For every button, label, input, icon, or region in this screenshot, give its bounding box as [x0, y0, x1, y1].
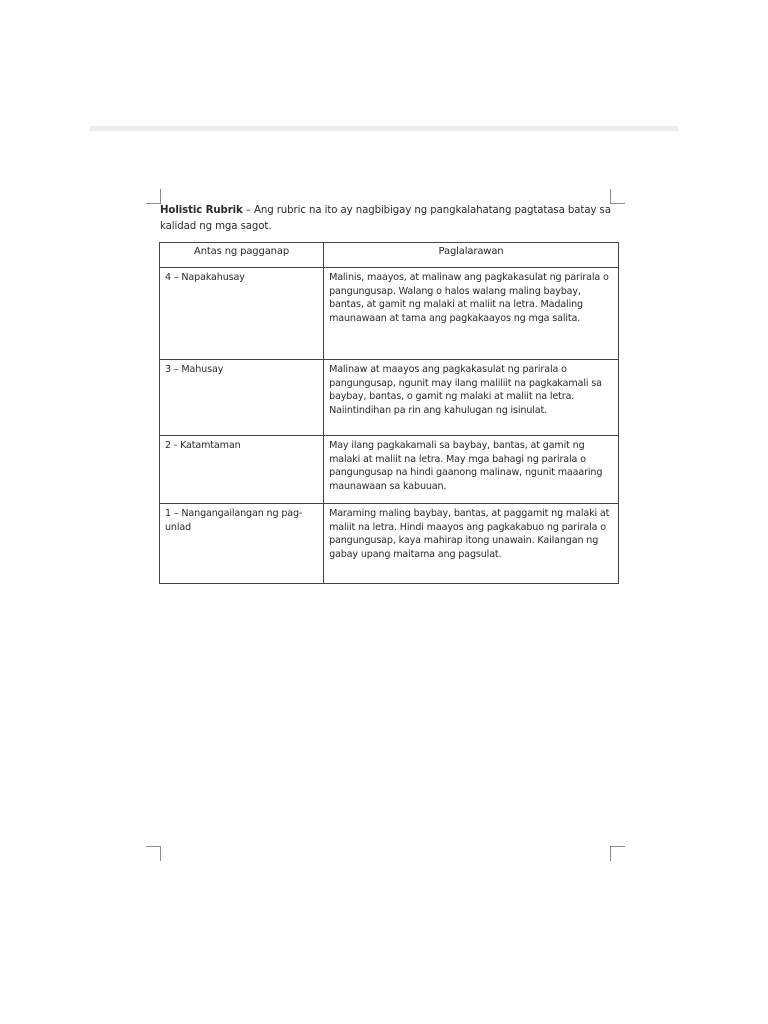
header-description: Paglalarawan	[324, 243, 619, 268]
row-description: May ilang pagkakamali sa baybay, bantas, at gamit ng malaki at maliit na letra. May mga bahagi ng parirala o pangungusap na hindi gaanong malinaw, ngunit maaaring maunawaan sa kabuuan.	[324, 436, 619, 504]
rubric-intro-text: – Ang rubric na ito ay nagbibigay ng pangkalahatang pagtatasa batay sa kalidad ng mga sagot.	[160, 205, 611, 232]
table-row	[160, 360, 619, 436]
row-description: Malinaw at maayos ang pagkakasulat ng parirala o pangungusap, ngunit may ilang maliliit na pagkakamali sa baybay, bantas, o gamit ng malaki at maliit na letra. Naiintindihan pa rin ang kahulugan ng isinulat.	[324, 360, 619, 436]
table-row	[160, 268, 619, 360]
rubric-intro-label: Holistic Rubrik	[160, 205, 243, 216]
row-level: 2 - Katamtaman	[160, 436, 324, 504]
crop-mark-bottom-right	[610, 846, 625, 861]
table-header-row	[160, 243, 619, 268]
crop-mark-top-right	[610, 189, 625, 204]
crop-mark-bottom-left	[146, 846, 161, 861]
holistic-rubric-table	[159, 242, 619, 584]
table-row	[160, 504, 619, 584]
row-level: 1 – Nangangailangan ng pag-unlad	[160, 504, 324, 584]
row-level: 3 – Mahusay	[160, 360, 324, 436]
row-description: Maraming maling baybay, bantas, at paggamit ng malaki at maliit na letra. Hindi maayos ang pagkakabuo ng parirala o pangungusap, kaya mahirap itong unawain. Kailangan ng gabay upang maitama ang pagsulat.	[324, 504, 619, 584]
page-top-divider	[90, 126, 678, 131]
row-level: 4 – Napakahusay	[160, 268, 324, 360]
crop-mark-top-left	[146, 189, 161, 204]
table-row	[160, 436, 619, 504]
row-description: Malinis, maayos, at malinaw ang pagkakasulat ng parirala o pangungusap. Walang o halos walang maling baybay, bantas, at gamit ng malaki at maliit na letra. Madaling maunawaan at tama ang pagkakaayos ng mga salita.	[324, 268, 619, 360]
header-performance-level: Antas ng pagganap	[160, 243, 324, 268]
rubric-intro-paragraph	[160, 203, 618, 235]
